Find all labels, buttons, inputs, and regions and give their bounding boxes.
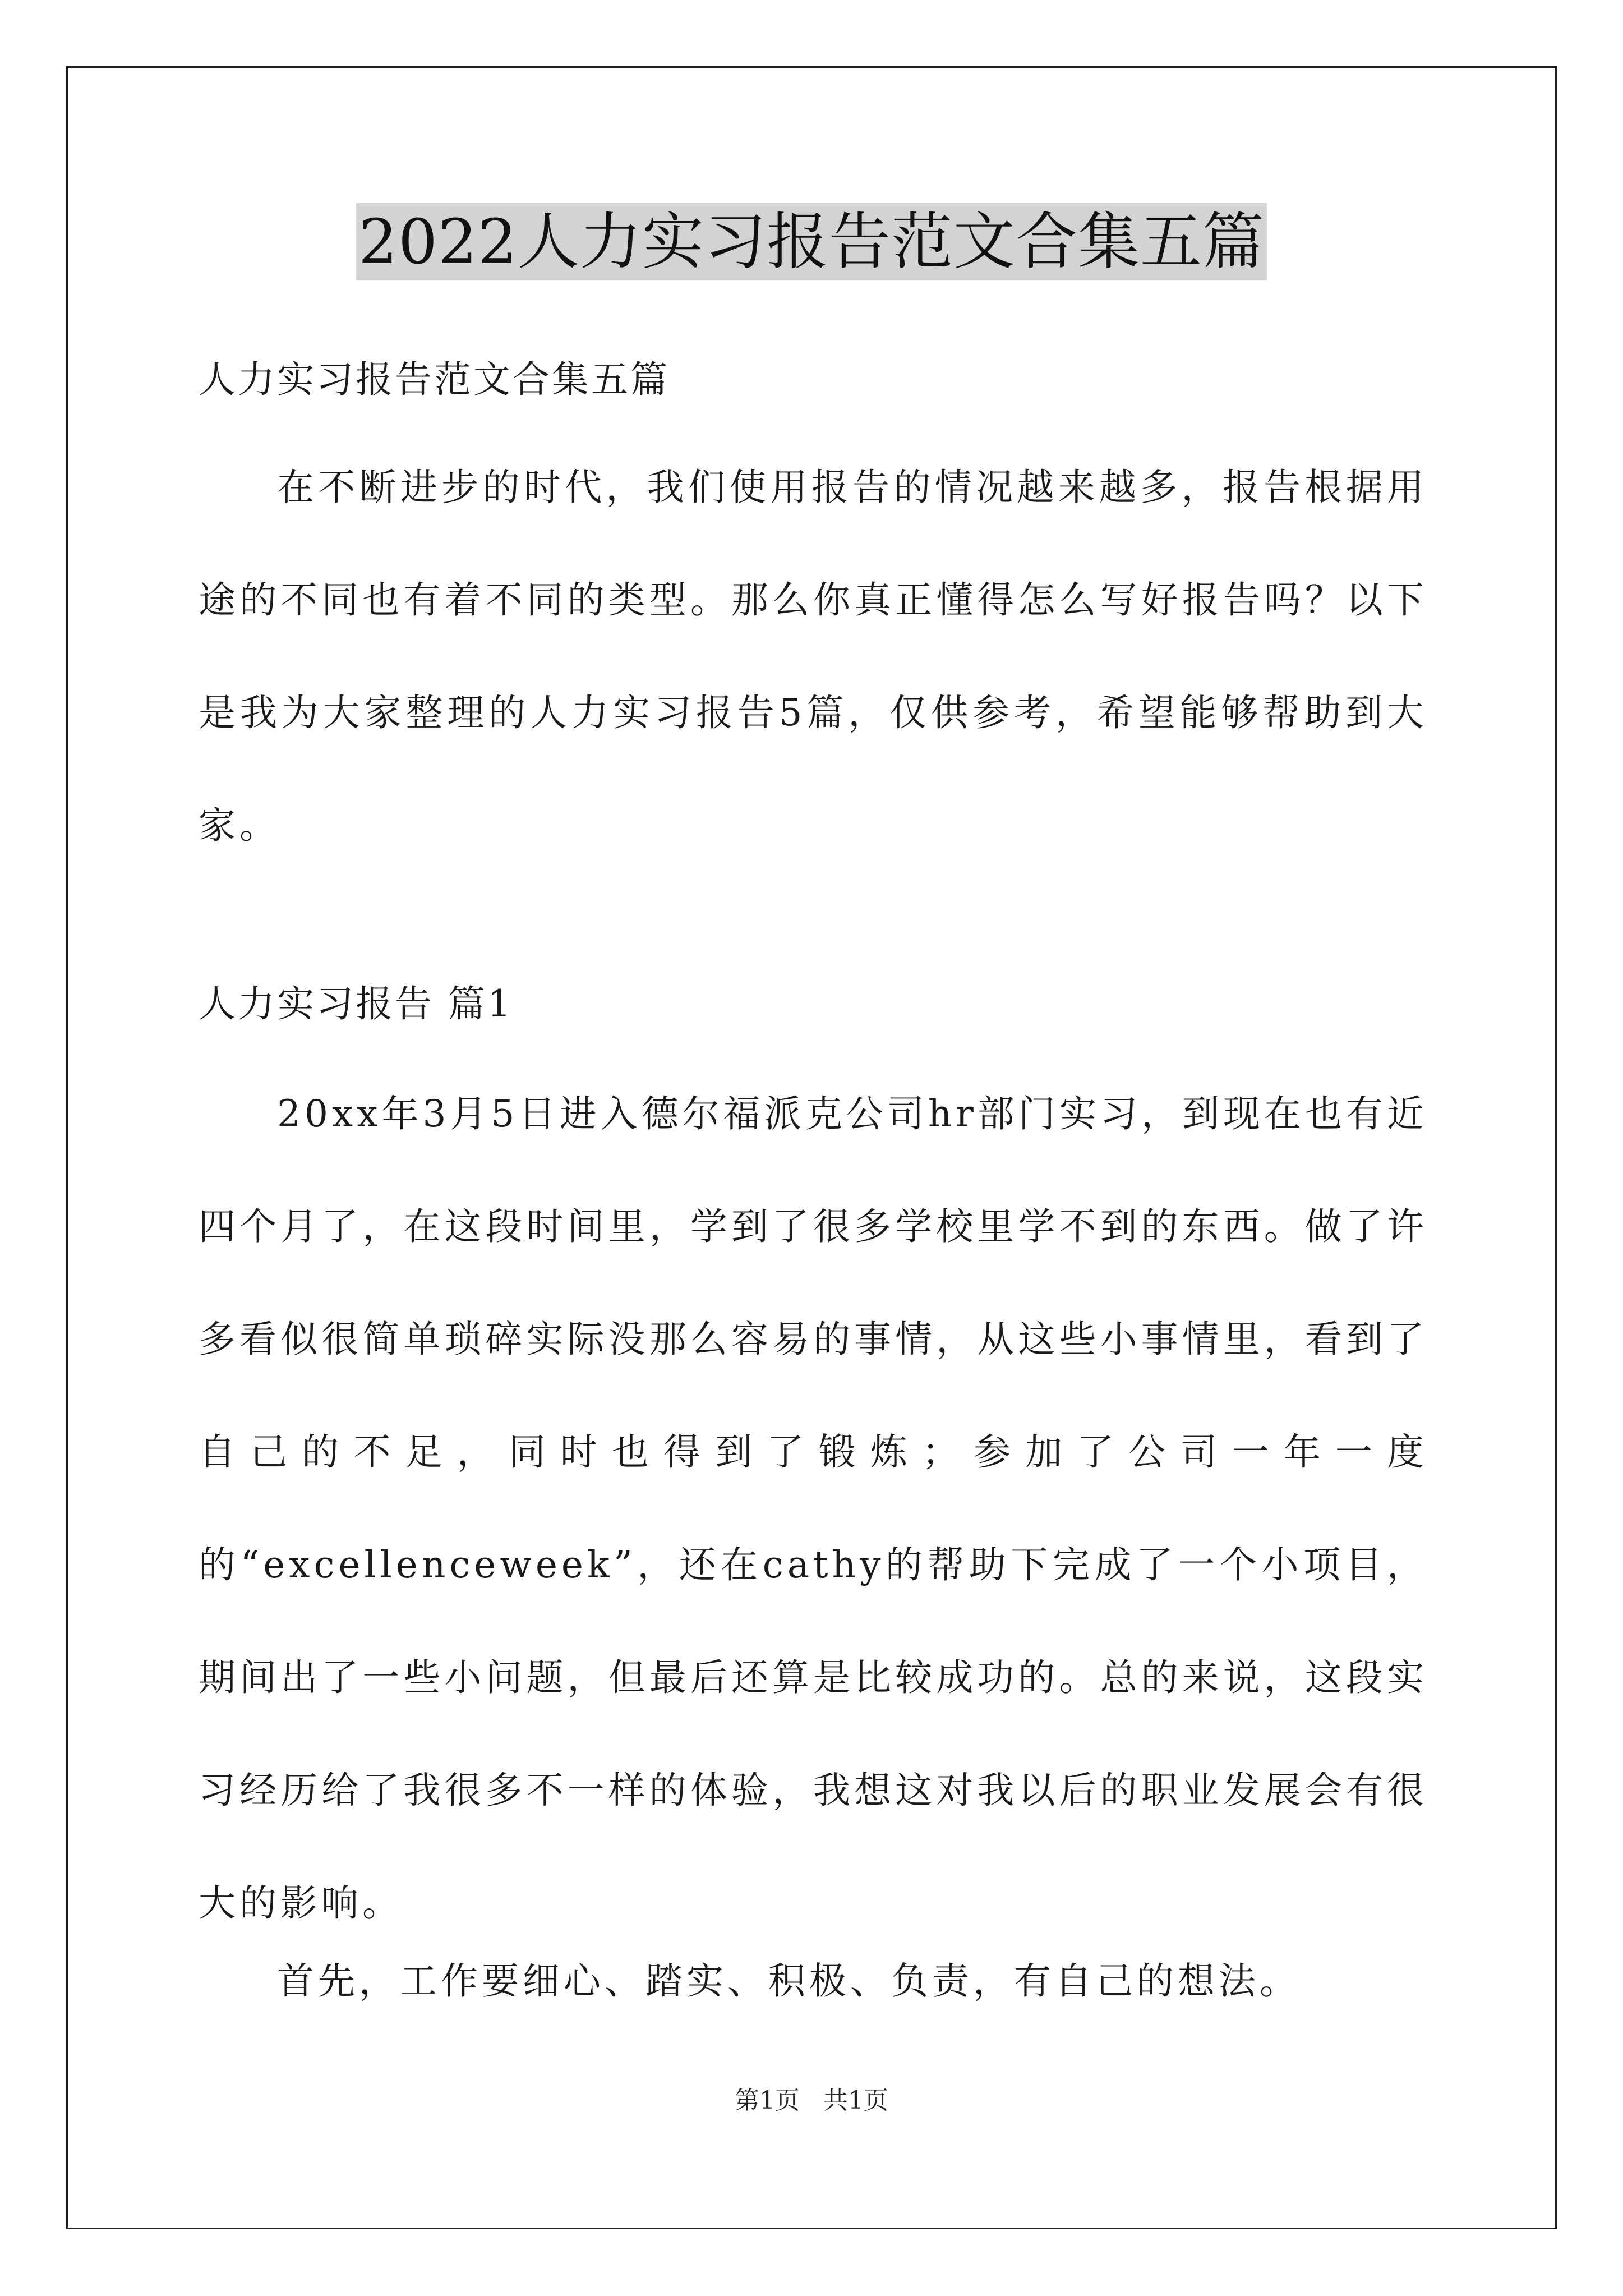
document-title: 2022人力实习报告范文合集五篇 [356, 203, 1267, 280]
section-paragraph: 首先，工作要细心、踏实、积极、负责，有自己的想法。 [277, 1959, 1301, 2003]
section-paragraph: 20xx年3月5日进入德尔福派克公司hr部门实习，到现在也有近四个月了，在这段时间里，学到了很多学校里学不到的东西。做了许多看似很简单琐碎实际没那么容易的事情，从这些小事情里，看到了自己的不足，同时也得到了锻炼；参加了公司一年一度的“excellenceweek”，还在cathy的帮助下完成了一个小项目，期间出了一些小问题，但最后还算是比较成功的。总的来说，这段实习经历给了我很多不一样的体验，我想这对我以后的职业发展会有很大的影响。 [199, 1092, 1428, 1925]
document-subtitle: 人力实习报告范文合集五篇 [199, 358, 670, 401]
section-heading: 人力实习报告 篇1 [199, 982, 513, 1025]
page-total: 共1页 [823, 2086, 888, 2115]
page-footer [0, 2084, 1623, 2118]
title-container [0, 203, 1623, 280]
page-number: 第1页 [735, 2086, 800, 2115]
intro-paragraph: 在不断进步的时代，我们使用报告的情况越来越多，报告根据用途的不同也有着不同的类型。那么你真正懂得怎么写好报告吗？以下是我为大家整理的人力实习报告5篇，仅供参考，希望能够帮助到大家。 [199, 466, 1428, 847]
